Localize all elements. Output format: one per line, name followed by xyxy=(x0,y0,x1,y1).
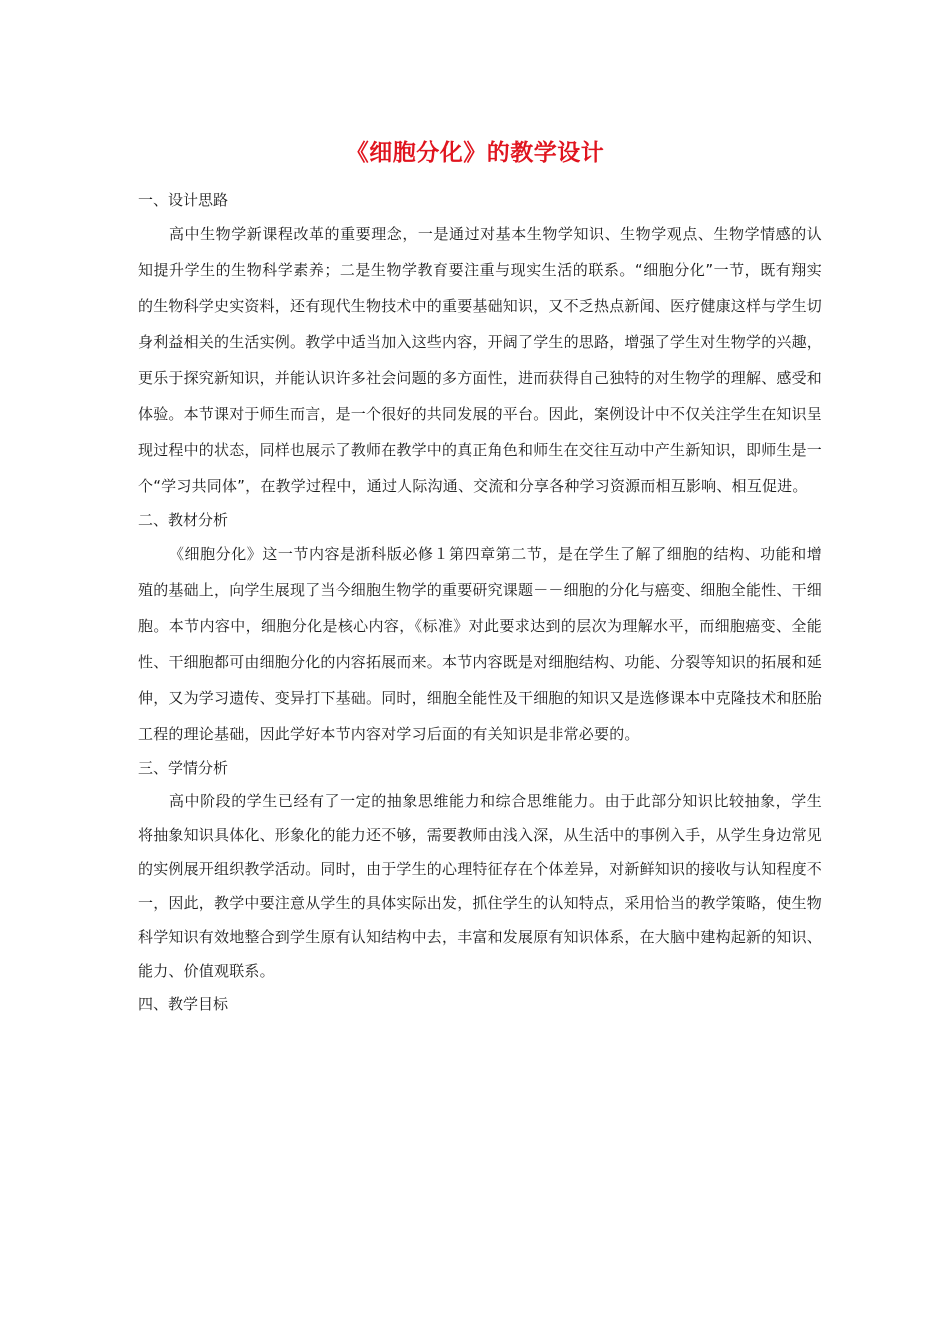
section-heading-teaching-objectives: 四、教学目标 xyxy=(138,995,229,1013)
section-paragraph-textbook-analysis: 《细胞分化》这一节内容是浙科版必修１第四章第二节，是在学生了解了细胞的结构、功能和增殖的基础上，向学生展现了当今细胞生物学的重要研究课题－－细胞的分化与癌变、细胞全能性、干细胞。本节内容中，细胞分化是核心内容，《标准》对此要求达到的层次为理解水平，而细胞癌变、全能性、干细胞都可由细胞分化的内容拓展而来。本节内容既是对细胞结构、功能、分裂等知识的拓展和延伸，又为学习遗传、变异打下基础。同时，细胞全能性及干细胞的知识又是选修课本中克隆技术和胚胎工程的理论基础，因此学好本节内容对学习后面的有关知识是非常必要的。 xyxy=(138,545,823,743)
document-title: 《细胞分化》的教学设计 xyxy=(345,140,605,166)
section-heading-learner-analysis: 三、学情分析 xyxy=(138,759,229,777)
section-heading-textbook-analysis: 二、教材分析 xyxy=(138,511,229,529)
section-heading-design-idea: 一、设计思路 xyxy=(138,191,229,209)
document-body xyxy=(138,184,822,1020)
section-paragraph-design-idea: 高中生物学新课程改革的重要理念，一是通过对基本生物学知识、生物学观点、生物学情感的认知提升学生的生物科学素养；二是生物学教育要注重与现实生活的联系。“细胞分化”一节，既有翔实的生物科学史实资料，还有现代生物技术中的重要基础知识，又不乏热点新闻、医疗健康这样与学生切身利益相关的生活实例。教学中适当加入这些内容，开阔了学生的思路，增强了学生对生物学的兴趣，更乐于探究新知识，并能认识许多社会问题的多方面性，进而获得自己独特的对生物学的理解、感受和体验。本节课对于师生而言，是一个很好的共同发展的平台。因此，案例设计中不仅关注学生在知识呈现过程中的状态，同样也展示了教师在教学中的真正角色和师生在交往互动中产生新知识，即师生是一个“学习共同体”，在教学过程中，通过人际沟通、交流和分享各种学习资源而相互影响、相互促进。 xyxy=(138,225,823,495)
section-paragraph-learner-analysis: 高中阶段的学生已经有了一定的抽象思维能力和综合思维能力。由于此部分知识比较抽象，学生将抽象知识具体化、形象化的能力还不够，需要教师由浅入深，从生活中的事例入手，从学生身边常见的实例展开组织教学活动。同时，由于学生的心理特征存在个体差异，对新鲜知识的接收与认知程度不一，因此，教学中要注意从学生的具体实际出发，抓住学生的认知特点，采用恰当的教学策略，使生物科学知识有效地整合到学生原有认知结构中去，丰富和发展原有知识体系，在大脑中建构起新的知识、能力、价值观联系。 xyxy=(138,792,823,980)
